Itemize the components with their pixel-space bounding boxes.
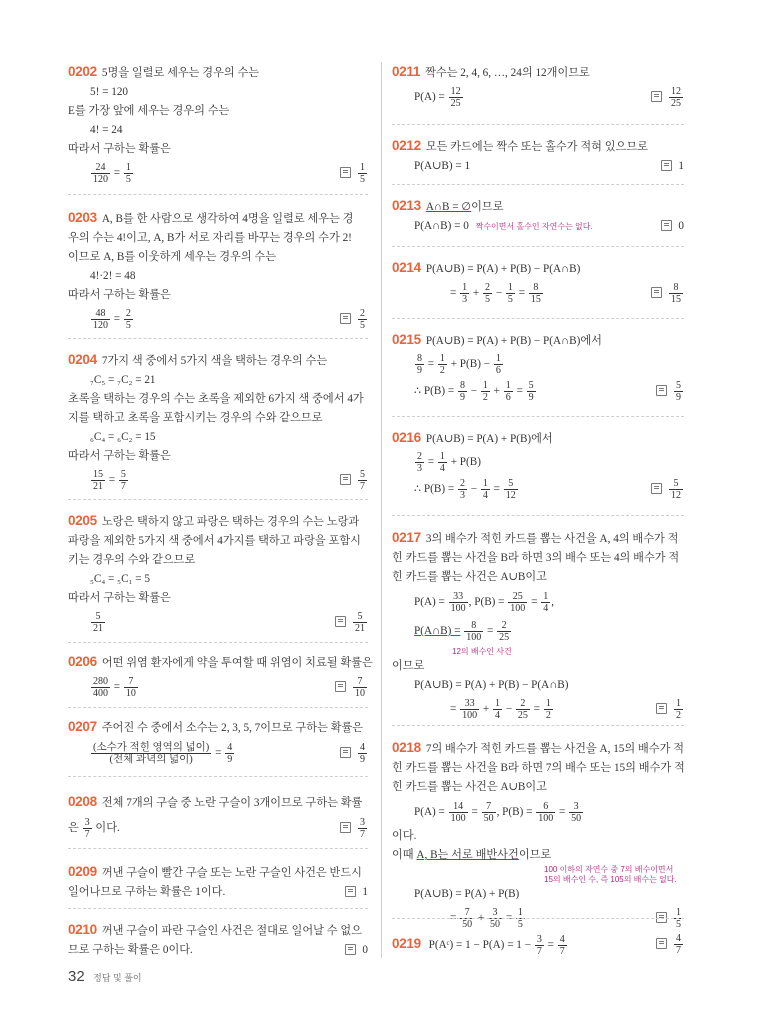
problem-line xyxy=(392,62,684,83)
equation-line: $\frac{2}{3}$ = $\frac{1}{4}$ + P(B) xyxy=(417,450,481,474)
problem-number: 0216 xyxy=(392,430,421,445)
result-equation: $\frac{15}{21}$ = $\frac{5}{7}$ $\frac{5}{7}$ xyxy=(68,466,368,494)
equation-line: P(A∪B) = 1 1 xyxy=(392,157,684,176)
text: 5명을 일렬로 세우는 경우의 수는 xyxy=(101,67,260,79)
separator xyxy=(68,194,368,195)
answer-badge: 1 xyxy=(661,157,684,176)
separator xyxy=(68,338,368,339)
answer-icon xyxy=(661,220,672,231)
text: 노랑은 택하지 않고 파랑은 택하는 경우의 수는 노랑과 xyxy=(101,516,360,528)
separator xyxy=(68,642,368,643)
answer-icon xyxy=(335,616,346,627)
equation: P(A∪B) = P(A) + P(B)에서 xyxy=(425,433,553,445)
equation: P(A∪B) = P(A) + P(B) − P(A∩B) xyxy=(425,263,581,275)
answer-badge: $\frac{3}{7}$ xyxy=(340,813,368,843)
text-line: 므로 구하는 확률은 0이다. 0 xyxy=(68,941,368,960)
problem-number: 0206 xyxy=(68,654,97,669)
result-equation: ∴ P(B) = $\frac{8}{9}$ − $\frac{1}{2}$ + $\frac{1}{6}$ = $\frac{5}{9}$ $\frac{5}{9}$ xyxy=(392,377,684,405)
problem-number: 0208 xyxy=(68,794,97,809)
problem-line xyxy=(68,652,373,673)
problem-number: 0207 xyxy=(68,719,97,734)
problem-0214 xyxy=(392,258,684,307)
problem-line xyxy=(68,717,368,738)
text: 힌 카드를 뽑는 사건을 B라 하면 7의 배수 또는 15의 배수가 적 xyxy=(392,762,685,774)
problem-line xyxy=(68,62,368,83)
answer-badge: $\frac{1}{5}$ xyxy=(340,159,368,187)
text: 어떤 위염 환자에게 약을 투여할 때 위염이 치료될 확률은 xyxy=(101,657,373,669)
separator xyxy=(392,515,684,516)
result-equation: $\frac{24}{120}$ = $\frac{1}{5}$ $\frac{1}{5}$ xyxy=(68,159,368,187)
separator xyxy=(392,124,684,125)
text: 키는 경우의 수와 같으므로 xyxy=(68,554,196,566)
separator xyxy=(392,246,684,247)
result-equation: = $\frac{7}{50}$ + $\frac{3}{50}$ = $\frac{1}{5}$ $\frac{1}{5}$ xyxy=(392,904,684,932)
fraction: $\frac{24}{120}$ xyxy=(93,161,108,185)
answer-icon xyxy=(340,167,351,178)
text: 짝수는 2, 4, 6, …, 24의 12개이므로 xyxy=(425,67,590,79)
separator xyxy=(68,776,368,777)
problem-line xyxy=(68,208,368,229)
answer-icon xyxy=(651,483,662,494)
text: 우의 수는 4!이고, A, B가 서로 자리를 바꾸는 경우의 수가 2! xyxy=(68,232,352,244)
text: 모든 카드에는 짝수 또는 홀수가 적혀 있으므로 xyxy=(425,141,648,153)
text-line: 일어나므로 구하는 확률은 1이다. 1 xyxy=(68,883,368,902)
result-equation: P(A) = $\frac{12}{25}$ $\frac{12}{25}$ xyxy=(392,83,684,111)
text: 7가지 색 중에서 5가지 색을 택하는 경우의 수는 xyxy=(101,355,328,367)
problem-line xyxy=(68,862,368,883)
text: 꺼낸 구슬이 빨간 구슬 또는 노란 구슬인 사건은 반드시 xyxy=(101,867,362,879)
answer-icon xyxy=(340,313,351,324)
answer-icon xyxy=(340,822,351,833)
equation: P(A∪B) = P(A) + P(B) − P(A∩B) xyxy=(414,679,569,691)
problem-line xyxy=(68,792,368,813)
answer-badge: $\frac{1}{5}$ xyxy=(656,904,684,932)
answer-icon xyxy=(656,703,667,714)
text: 이다. xyxy=(392,830,417,842)
problem-line xyxy=(392,330,684,351)
equation: ₅C₄ = ₅C₁ = 5 xyxy=(90,573,150,585)
text: 꺼낸 구슬이 파란 구슬인 사건은 절대로 일어날 수 없으 xyxy=(101,925,362,937)
text: 따라서 구하는 확률은 xyxy=(68,143,171,155)
problem-0212 xyxy=(392,136,684,176)
problem-0205 xyxy=(68,511,368,636)
result-equation: = $\frac{33}{100}$ + $\frac{1}{4}$ − $\frac{2}{25}$ = $\frac{1}{2}$ $\frac{1}{2}$ xyxy=(392,695,684,723)
equation: ₇C₅ = ₇C₂ = 21 xyxy=(90,374,156,386)
problem-0215 xyxy=(392,330,684,405)
separator xyxy=(68,848,368,849)
problem-0207 xyxy=(68,717,368,768)
answer-badge: $\frac{5}{12}$ xyxy=(651,475,684,503)
separator xyxy=(68,908,368,909)
equation: 4! = 24 xyxy=(90,124,123,136)
problem-number: 0214 xyxy=(392,260,421,275)
separator xyxy=(392,184,684,185)
equation: 4!·2! = 48 xyxy=(90,270,136,282)
answer-badge: $\frac{2}{5}$ xyxy=(340,305,368,333)
text: 이므로 xyxy=(392,660,425,672)
annotation-note: 100 이하의 자연수 중 7의 배수이면서 15의 배수인 수, 즉 105의 배수는 없다. xyxy=(544,865,677,884)
problem-number: 0218 xyxy=(392,740,421,755)
problem-0202 xyxy=(68,62,368,187)
answer-badge: $\frac{5}{21}$ xyxy=(335,608,368,636)
separator xyxy=(392,416,684,417)
problem-0218 xyxy=(392,738,684,932)
problem-number: 0213 xyxy=(392,198,421,213)
result-equation: = $\frac{1}{3}$ + $\frac{2}{5}$ − $\frac{1}{5}$ = $\frac{8}{15}$ $\frac{8}{15}$ xyxy=(392,279,684,307)
problem-line xyxy=(68,350,368,371)
problem-line xyxy=(68,920,368,941)
answer-badge: 1 xyxy=(345,883,368,902)
problem-0203 xyxy=(68,208,368,333)
answer-icon xyxy=(335,681,346,692)
answer-badge: $\frac{5}{7}$ xyxy=(340,466,368,494)
answer-badge: $\frac{4}{7}$ xyxy=(656,930,684,958)
column-divider xyxy=(381,62,382,958)
problem-number: 0205 xyxy=(68,513,97,528)
text: 7의 배수가 적힌 카드를 뽑는 사건을 A, 15의 배수가 적 xyxy=(425,743,685,755)
problem-number: 0204 xyxy=(68,352,97,367)
answer-icon xyxy=(651,287,662,298)
text: A, B를 한 사람으로 생각하여 4명을 일렬로 세우는 경 xyxy=(101,213,354,225)
result-equation: $\frac{280}{400}$ = $\frac{7}{10}$ $\frac{7}{10}$ xyxy=(68,673,368,701)
text: E를 가장 앞에 세우는 경우의 수는 xyxy=(68,105,230,117)
problem-line xyxy=(392,738,684,759)
equation-line: P(A∩B) = 0 짝수이면서 홀수인 자연수는 없다. 0 xyxy=(392,217,684,236)
page-footer xyxy=(68,968,142,986)
text: 파랑을 제외한 5가지 색 중에서 4가지를 택하고 파랑을 포함시 xyxy=(68,535,361,547)
separator xyxy=(392,318,684,319)
text: 힌 카드를 뽑는 사건은 A∪B이고 xyxy=(392,781,547,793)
problem-0219 xyxy=(392,930,684,958)
problem-number: 0212 xyxy=(392,138,421,153)
equation-line: $\frac{8}{9}$ = $\frac{1}{2}$ + P(B) − $\frac{1}{6}$ xyxy=(417,352,501,376)
result-equation: $\frac{5}{21}$ $\frac{5}{21}$ xyxy=(68,608,368,636)
text: 전체 7개의 구슬 중 노란 구슬이 3개이므로 구하는 확률 xyxy=(101,797,363,809)
result-equation: $\frac{\text{(소수가 적힌 영역의 넓이)}}{\text{(전체 과녁의 넓이)}}$ = $\frac{4}{9}$ $\frac{4}{9}$ xyxy=(68,738,368,768)
annotation-note: 12의 배수인 사건 xyxy=(452,647,512,656)
answer-badge: $\frac{5}{9}$ xyxy=(656,377,684,405)
answer-icon xyxy=(340,747,351,758)
text: 초록을 택하는 경우의 수는 초록을 제외한 6가지 색 중에서 4가 xyxy=(68,393,364,405)
text: 따라서 구하는 확률은 xyxy=(68,289,171,301)
text-line: 은 $\frac{3}{7}$ 이다. $\frac{3}{7}$ xyxy=(68,813,368,843)
problem-number: 0209 xyxy=(68,864,97,879)
problem-0204 xyxy=(68,350,368,494)
annotation-note: 짝수이면서 홀수인 자연수는 없다. xyxy=(475,222,593,231)
answer-icon xyxy=(345,944,356,955)
problem-0206 xyxy=(68,652,373,701)
text: 따라서 구하는 확률은 xyxy=(68,592,171,604)
page-number: 32 xyxy=(68,968,85,985)
equation: P(A∪B) = P(A) + P(B) xyxy=(414,888,520,900)
text: 이므로 A, B를 이웃하게 세우는 경우의 수는 xyxy=(68,251,277,263)
result-equation: $\frac{48}{120}$ = $\frac{2}{5}$ $\frac{2}{5}$ xyxy=(68,305,368,333)
equation-line: P(A) = $\frac{33}{100}$ , P(B) = $\frac{25}{100}$ = $\frac{1}{4}$ , xyxy=(414,590,554,614)
text: 힌 카드를 뽑는 사건을 B라 하면 3의 배수 또는 4의 배수가 적 xyxy=(392,552,680,564)
problem-line xyxy=(68,511,368,532)
problem-line: 0213 A∩B = ∅이므로 xyxy=(392,198,504,213)
answer-badge: $\frac{4}{9}$ xyxy=(340,738,368,768)
problem-line: 0219 P(Aᶜ) = 1 − P(A) = 1 − $\frac{3}{7}$ = $\frac{4}{7}$ $\frac{4}{7}$ xyxy=(392,930,684,958)
text-line: 이때 A, B는 서로 배반사건이므로 xyxy=(392,849,552,861)
problem-line xyxy=(392,428,684,449)
answer-icon xyxy=(656,385,667,396)
text: 3의 배수가 적힌 카드를 뽑는 사건을 A, 4의 배수가 적 xyxy=(425,533,679,545)
fraction: $\frac{1}{5}$ xyxy=(125,161,131,185)
equation: ₆C₄ = ₆C₂ = 15 xyxy=(90,431,156,443)
problem-line xyxy=(392,258,684,279)
footer-label: 정답 및 풀이 xyxy=(93,973,142,983)
answer-badge: $\frac{1}{2}$ xyxy=(656,695,684,723)
problem-0216 xyxy=(392,428,684,503)
equation: P(A∪B) = P(A) + P(B) − P(A∩B)에서 xyxy=(425,335,602,347)
problem-number: 0211 xyxy=(392,64,421,79)
answer-icon xyxy=(661,160,672,171)
underlined-expression: A∩B = ∅ xyxy=(425,201,472,213)
answer-icon xyxy=(656,938,667,949)
separator xyxy=(68,707,368,708)
answer-badge: 0 xyxy=(345,941,368,960)
separator xyxy=(392,725,684,726)
equation-line: P(A) = $\frac{14}{100}$ = $\frac{7}{50}$ , P(B) = $\frac{6}{100}$ = $\frac{3}{50}$ xyxy=(414,800,582,824)
answer-badge: 0 xyxy=(661,217,684,236)
answer-badge: $\frac{12}{25}$ xyxy=(651,83,684,111)
answer-icon xyxy=(345,886,356,897)
text: 힌 카드를 뽑는 사건은 A∪B이고 xyxy=(392,571,547,583)
equation-line: P(A∩B) = $\frac{8}{100}$ = $\frac{2}{25}$ xyxy=(414,619,510,643)
result-equation: ∴ P(B) = $\frac{2}{3}$ − $\frac{1}{4}$ = $\frac{5}{12}$ $\frac{5}{12}$ xyxy=(392,475,684,503)
answer-icon xyxy=(340,474,351,485)
problem-line xyxy=(392,136,684,157)
problem-number: 0215 xyxy=(392,332,421,347)
answer-badge: $\frac{7}{10}$ xyxy=(335,673,368,701)
problem-number: 0210 xyxy=(68,922,97,937)
text: 따라서 구하는 확률은 xyxy=(68,450,171,462)
answer-badge: $\frac{8}{15}$ xyxy=(651,279,684,307)
text: 주어진 수 중에서 소수는 2, 3, 5, 7이므로 구하는 확률은 xyxy=(101,722,364,734)
problem-0213 xyxy=(392,196,684,236)
problem-0217 xyxy=(392,528,684,723)
problem-number: 0217 xyxy=(392,530,421,545)
problem-0208 xyxy=(68,792,368,843)
problem-number: 0219 xyxy=(392,936,421,951)
problem-line xyxy=(392,528,684,549)
problem-0211 xyxy=(392,62,684,111)
separator xyxy=(68,499,368,500)
equation: 5! = 120 xyxy=(90,86,129,98)
answer-icon xyxy=(651,91,662,102)
problem-0210 xyxy=(68,920,368,960)
problem-number: 0203 xyxy=(68,210,97,225)
problem-0209 xyxy=(68,862,368,902)
problem-number: 0202 xyxy=(68,64,97,79)
text: 지를 택하고 초록을 포함시키는 경우의 수와 같으므로 xyxy=(68,412,323,424)
separator xyxy=(392,918,684,919)
